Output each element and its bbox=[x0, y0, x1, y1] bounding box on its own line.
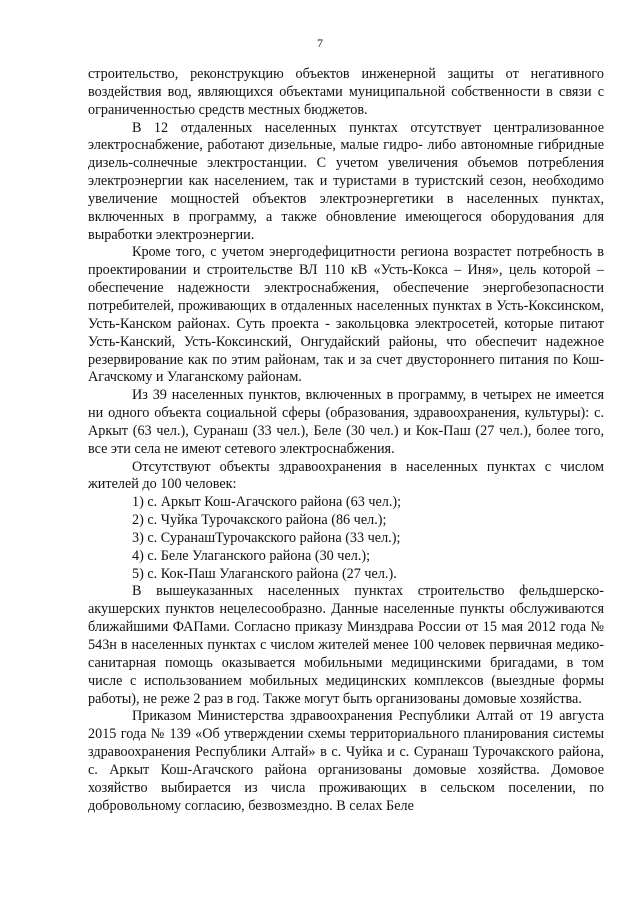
list-item-text: с. Беле Улаганского района (30 чел.); bbox=[147, 547, 371, 564]
list-item bbox=[88, 494, 604, 512]
list-item-number: 3 ) bbox=[132, 530, 147, 546]
paragraph: Кроме того, с учетом энергодефицитности региона возрастет потребность в проектировании и строительстве ВЛ 110 кВ «Усть-Кокса – Иня», цель которой – обеспечение надежности электроснабжения, обеспечение энергобезопасности потребителей, проживающих в отдаленных населенных пунктах в Усть-Коксинском, Усть-Канском районах. Суть проекта - закольцовка электросетей, которые питают Усть-Канский, Усть-Коксинский, Онгудайский районы, что обеспечит надежное резервирование как по этим районам, так и за счет двустороннего питания по Кош-Агачскому и Улаганскому районам. bbox=[88, 244, 604, 386]
list-item-text: с. Чуйка Турочакского района (86 чел.); bbox=[147, 512, 387, 529]
paragraph: Приказом Министерства здравоохранения Республики Алтай от 19 августа 2015 года № 139 «Об утверждении схемы территориального планирования системы здравоохранения Республики Алтай» в с. Чуйка и с. Суранаш Турочакского района, с. Аркыт Кош-Агачского района организованы домовые хозяйства. Домовое хозяйство выбирается из числа проживающих в сельском поселении, по добровольному согласию, безвозмездно. В селах Беле bbox=[88, 708, 604, 814]
list-item bbox=[88, 530, 604, 548]
list-item-text: с. Аркыт Кош-Агачского района (63 чел.); bbox=[147, 494, 402, 511]
page-number: 7 bbox=[317, 36, 323, 50]
paragraph: В вышеуказанных населенных пунктах строительство фельдшерско-акушерских пунктов нецелесообразно. Данные населенные пункты обслуживаются ближайшими ФАПами. Согласно приказу Минздрава России от 15 мая 2012 года № 543н в населенных пунктах с числом жителей менее 100 человек первичная медико-санитарная помощь оказывается мобильными медицинскими бригадами, в том числе с использованием мобильных медицинских комплексов (выездные формы работы), не реже 2 раз в год. Также могут быть организованы домовые хозяйства. bbox=[88, 583, 604, 707]
list-item-number: 5 ) bbox=[132, 566, 147, 582]
list-item-number: 2 ) bbox=[132, 512, 147, 528]
list-item bbox=[88, 566, 604, 584]
paragraph: строительство, реконструкцию объектов инженерной защиты от негативного воздействия вод, являющихся объектами муниципальной собственности в связи с ограниченностью средств местных бюджетов. bbox=[88, 66, 604, 118]
document-body bbox=[88, 66, 604, 815]
paragraph: Из 39 населенных пунктов, включенных в программу, в четырех не имеется ни одного объекта социальной сферы (образования, здравоохранения, культуры): с. Аркыт (63 чел.), Суранаш (33 чел.), Беле (30 чел.) и Кок-Паш (27 чел.), более того, все эти села не имеют сетевого электроснабжения. bbox=[88, 387, 604, 457]
list-item bbox=[88, 512, 604, 530]
paragraph: В 12 отдаленных населенных пунктах отсутствует централизованное электроснабжение, работают дизельные, малые гидро- либо автономные гибридные дизель-солнечные электростанции. С учетом увеличения объемов потребления электроэнергии как населением, так и туристами в туристский сезон, необходимо увеличение мощностей объектов электроэнергетики в населенных пунктах, включенных в программу, а также обновление имеющегося оборудования для выработки электроэнергии. bbox=[88, 119, 604, 243]
paragraph: Отсутствуют объекты здравоохранения в населенных пунктах с числом жителей до 100 человек: bbox=[88, 458, 604, 493]
list-item-text: с. СуранашТурочакского района (33 чел.); bbox=[147, 529, 401, 546]
list-item-number: 1 ) bbox=[132, 494, 147, 510]
list-item-number: 4 ) bbox=[132, 548, 147, 564]
list-item bbox=[88, 548, 604, 566]
settlement-list bbox=[88, 494, 604, 583]
list-item-text: с. Кок-Паш Улаганского района (27 чел.). bbox=[147, 565, 397, 582]
